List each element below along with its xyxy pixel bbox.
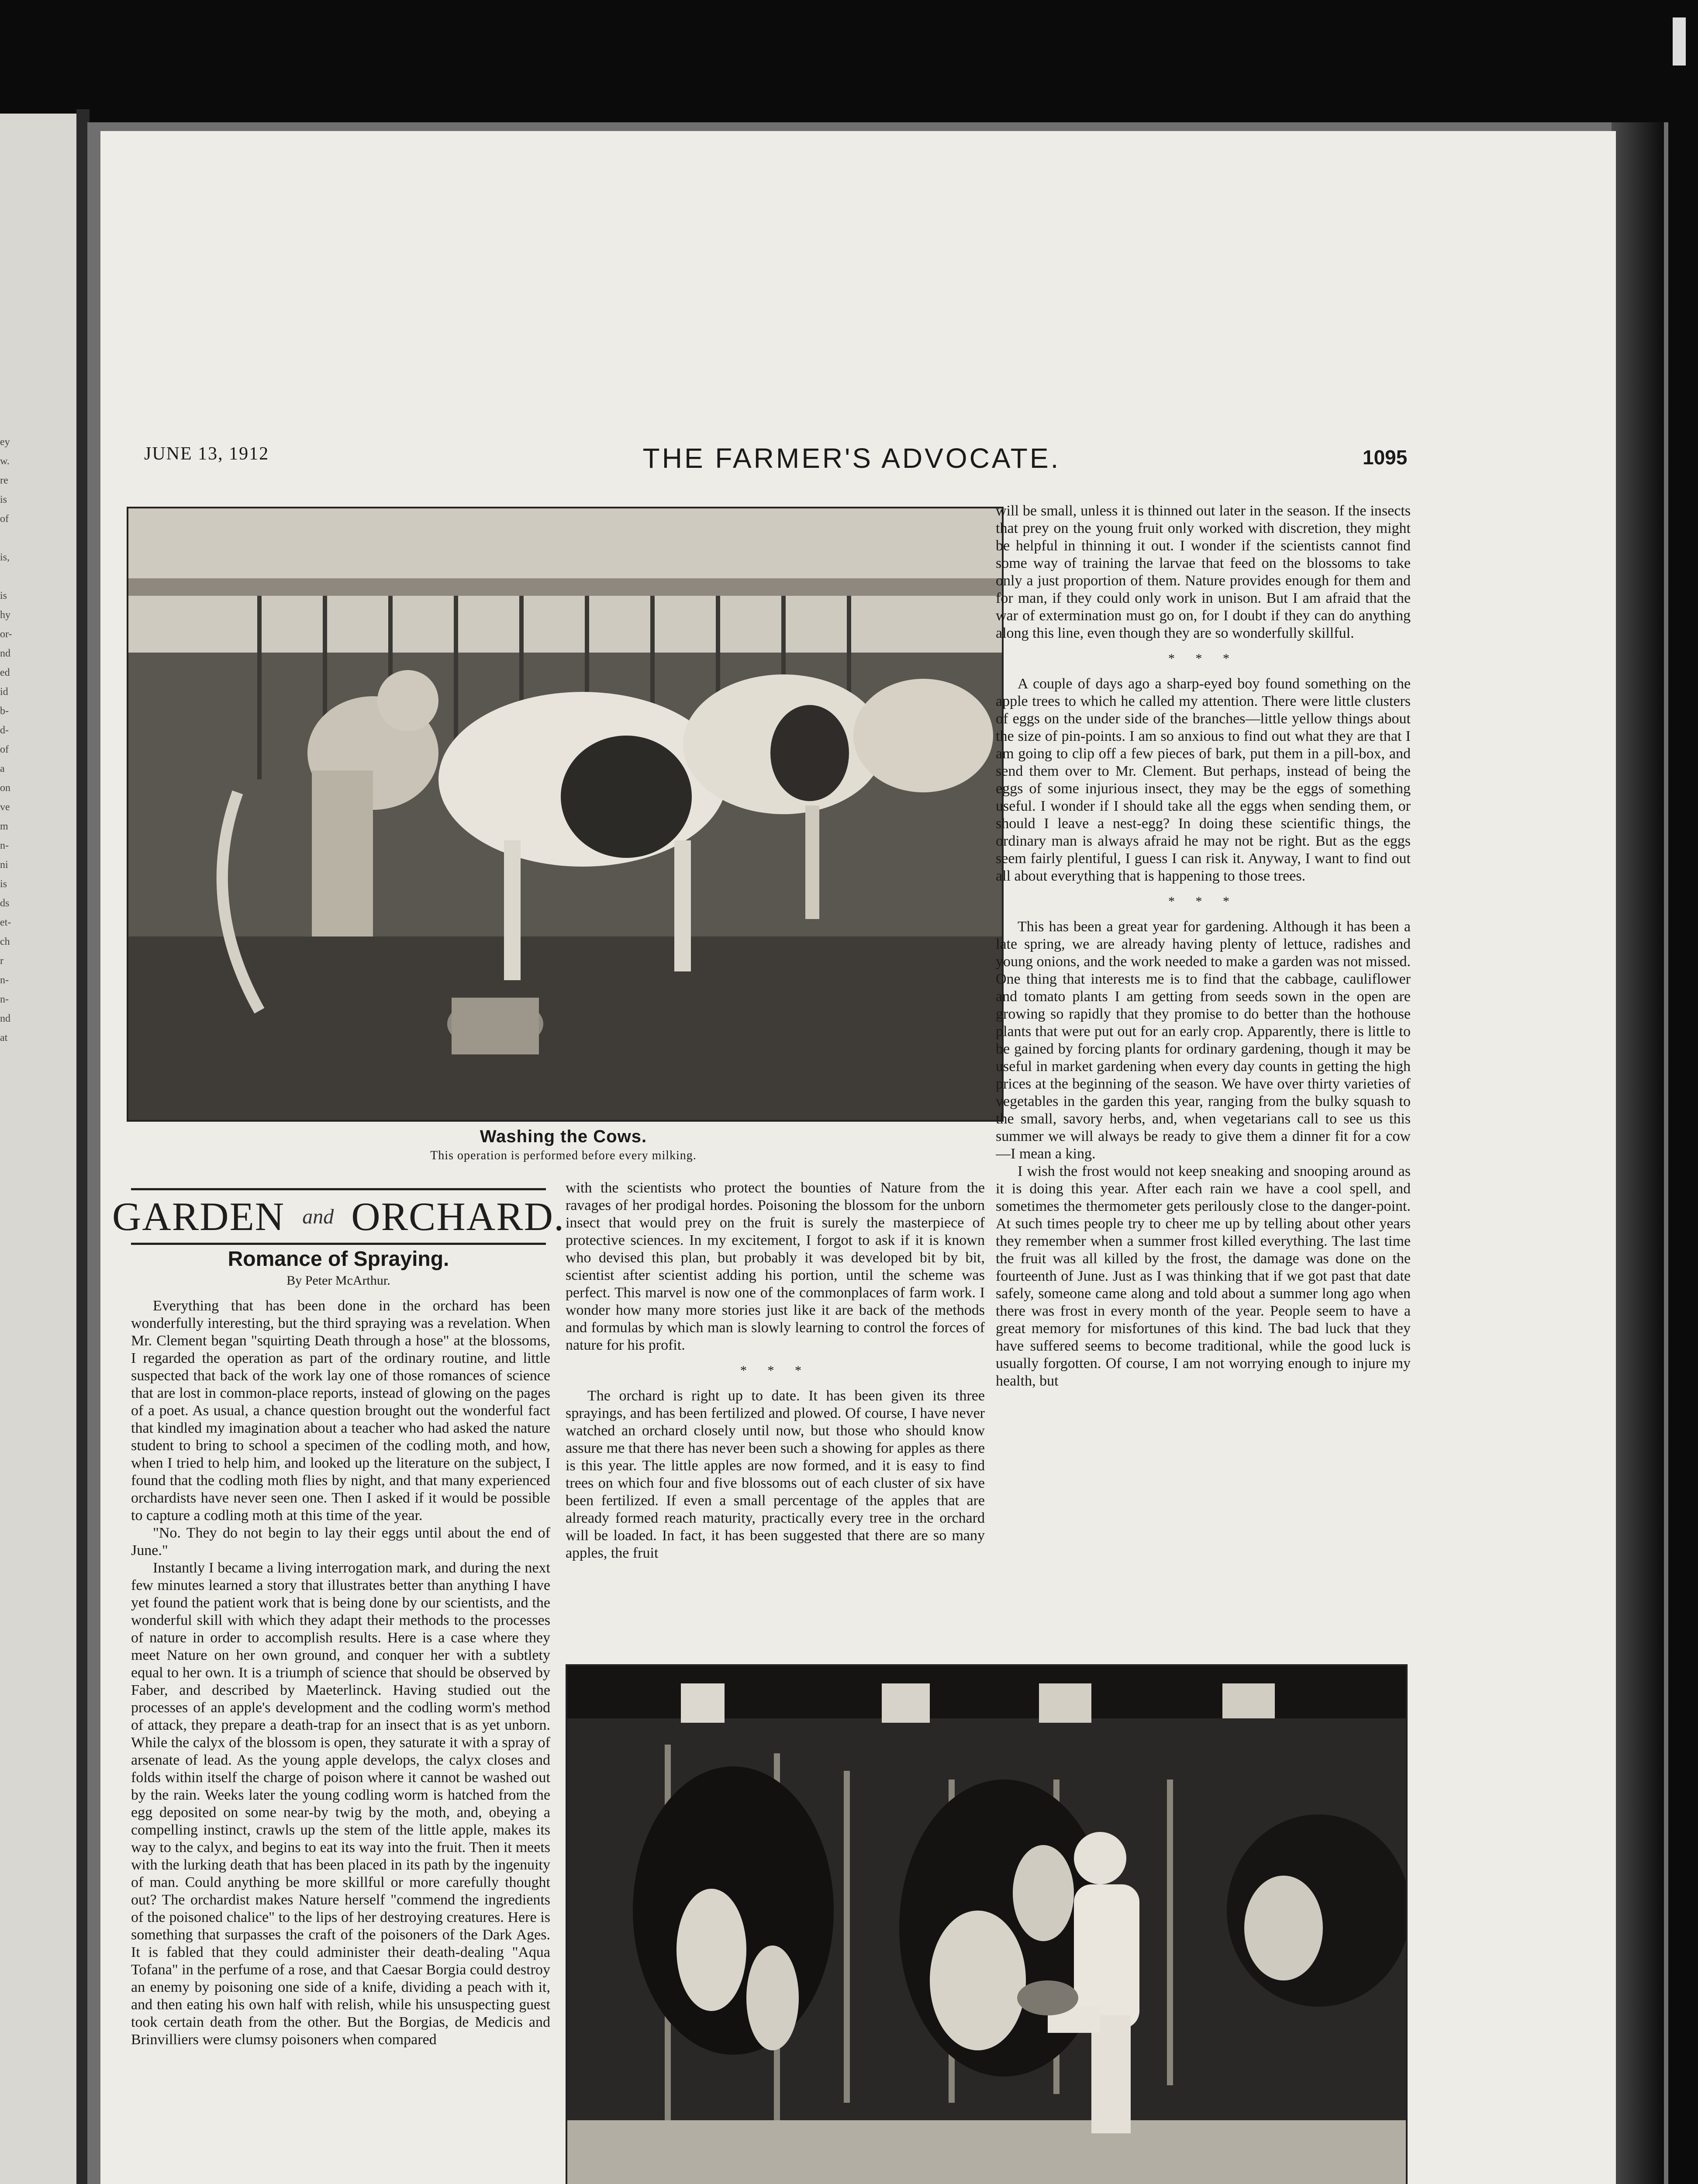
section-heading-left-word: GARDEN <box>112 1194 285 1239</box>
article-column-1 <box>131 1297 550 2184</box>
paragraph: "No. They do not begin to lay their eggs until about the end of June." <box>131 1525 550 1559</box>
section-heading-right-word: ORCHARD. <box>351 1194 565 1239</box>
masthead-title: THE FARMER'S ADVOCATE. <box>642 442 1061 474</box>
previous-page-text-fragments: ey w. re is of is, is hy or- nd ed id b- d- of a on ve m n- ni is ds et- ch r n- n- nd at <box>0 436 12 1044</box>
photo-caption-title: Washing the Cows. <box>480 1127 647 1146</box>
article-column-3 <box>996 502 1411 1664</box>
paragraph: This has been a great year for gardening. Although it has been a late spring, we are already having plenty of lettuce, radishes and young onions, and the work needed to make a garden was not missed. One thing that interests me is to find that the cabbage, cauliflower and tomato plants I am getting from seeds sown in the open are growing so rapidly that they promise to do better than the hothouse plants that were put out for an early crop. Apparently, there is little to be gained by forcing plants for ordinary gardening, though it may be useful in market gardening when every day counts in getting the high prices at the beginning of the season. We have over thirty varieties of vegetables in the garden this year, ranging from the bulky squash to the small, savory herbs, and, when vegetarians call to see us this summer we will always be ready to give them a dinner fit for a cow—I mean a king. <box>996 919 1411 1162</box>
section-separator: * * * <box>1168 894 1238 909</box>
paragraph: Instantly I became a living interrogation mark, and during the next few minutes learned a story that illustrates better than anything I have yet found the patient work that is being done by our scientists, and the wonderful skill with which they adapt their methods to the processes of nature in order to accomplish results. Here is a case where they meet Nature on her own ground, and conquer her with a subtlety equal to her own. It is a triumph of science that should be observed by Faber, and described by Maeterlinck. Having studied out the processes of an apple's development and the codling worm's method of attack, they prepare a death-trap for an insect that is as yet unborn. While the calyx of the blossom is open, they saturate it with a spray of arsenate of lead. As the young apple develops, the calyx closes and folds within itself the charge of poison where it cannot be washed out by the rain. Weeks later the young codling worm is hatched from the egg deposited on some near-by twig by the moth, and, obeying a compelling instinct, crawls up the stem of the little apple, makes its way to the calyx, and begins to eat its way into the fruit. Then it meets with the lurking death that has been placed in its path by the ingenuity of man. Could anything be more skillful or more carefully thought out? The orchardist makes Nature herself "commend the ingredients of the poisoned chalice" to the lips of her destroying creatures. Here is something that surpasses the craft of the poisoners of the Dark Ages. It is fabled that they could administer their death-dealing "Aqua Tofana" in the perfume of a rose, and that Caesar Borgia could destroy an enemy by poisoning one side of a knife, dividing a peach with it, and then eating his own half with relish, while his unsuspecting guest took certain death from the other. But the Borgias, de Medicis and Brinvilliers were clumsy poisoners when compared <box>131 1560 550 2048</box>
paragraph: The orchard is right up to date. It has been given its three sprayings, and has been fertilized and plowed. Of course, I have never watched an orchard closely until now, but those who should know assure me that there has never been such a showing for apples as there is this year. The little apples are now formed, and it is easy to find trees on which four and five blossoms out of each cluster of six have been fertilized. If even a small percentage of the apples that are already formed reach maturity, practically every tree in the orchard will be loaded. In fact, it has been suggested that there are so many apples, the fruit <box>566 1388 985 1561</box>
section-separator: * * * <box>1168 651 1238 666</box>
previous-page-strip <box>0 114 83 2184</box>
article-byline: By Peter McArthur. <box>286 1273 390 1288</box>
paragraph: will be small, unless it is thinned out later in the season. If the insects that prey on the young fruit only worked with discretion, they might be helpful in thinning it out. I wonder if the scientists cannot find some way of training the larvae that feed on the blossoms to take only a just proportion of them. Nature provides enough for them and for man, if they could only work in unison. But I am afraid that the war of extermination must go on, for I doubt if they can do anything along this line, even though they are so wonderfully skillful. <box>996 503 1411 641</box>
paragraph: Everything that has been done in the orchard has been wonderfully interesting, but the third spraying was a revelation. When Mr. Clement began "squirting Death through a hose" at the blossoms, I regarded the operation as part of the ordinary routine, and little suspected that back of the work lay one of those romances of science that are lost in common-place reports, instead of glowing on the pages of a poet. As usual, a chance question brought out the wonderful fact that kindled my imagination about a teacher who had asked the nature student to bring to school a specimen of the codling moth, and how, when I tried to help him, and looked up the literature on the subject, I found that the codling moth flies by night, and that many experienced orchardists have never seen one. Then I asked if it would be possible to capture a codling moth at this time of the year. <box>131 1298 550 1524</box>
ready-to-milk-photo <box>566 1664 1408 2184</box>
paragraph: A couple of days ago a sharp-eyed boy found something on the apple trees to which he called my attention. There were little clusters of eggs on the under side of the branches—little yellow things about the size of pin-points. I am so anxious to find out what they are that I am going to clip off a few pieces of bark, put them in a pill-box, and send them over to Mr. Clement. But perhaps, instead of being the eggs of some injurious insect, they may be the eggs of something useful. I wonder if I should take all the eggs when sending them, or should I leave a nest-egg? In doing these scientific things, the ordinary man is always afraid he may not be right. But as the eggs seem fairly plentiful, I guess I can risk it. Anyway, I want to find out all about everything that is happening to those trees. <box>996 676 1411 884</box>
article-title: Romance of Spraying. <box>228 1248 449 1271</box>
scan-margin-mark <box>1673 17 1686 66</box>
paragraph: with the scientists who protect the bounties of Nature from the ravages of her prodigal hordes. Poisoning the blossom for the unborn insect that would prey on the fruit is surely the masterpiece of protective sciences. In my excitement, I forgot to ask if it is known who devised this plan, but probably it was developed bit by bit, scientist after scientist adding his portion, until the scheme was perfect. This marvel is now one of the commonplaces of farm work. I wonder how many more stories just like it are back of the methods and formulas by which man is slowly learning to control the forces of nature for his profit. <box>566 1180 985 1353</box>
section-heading-garden-orchard <box>112 1188 565 1245</box>
photo-caption-subtitle: This operation is performed before every milking. <box>430 1149 697 1162</box>
page-fold-shadow <box>1612 122 1664 2184</box>
article-column-2 <box>566 1179 985 1651</box>
section-heading-and: and <box>302 1205 334 1228</box>
washing-cows-photo <box>127 507 1004 1122</box>
page-number: 1095 <box>1363 446 1408 469</box>
paragraph: I wish the frost would not keep sneaking and snooping around as it is doing this year. After each rain we have a cool spell, and sometimes the thermometer gets perilously close to the danger-point. At such times people try to cheer me up by telling about other years they remember when a summer frost killed everything. The last time the fruit was all killed by the frost, the damage was done on the fourteenth of June. Just as I was thinking that if we got past that date safely, someone came along and told about a summer long ago when there was frost in every month of the year. People seem to have a great memory for misfortunes of this kind. The bad luck that they have suffered seems to become traditional, while the good luck is usually forgotten. Of course, I am not worrying enough to injure my health, but <box>996 1163 1411 1389</box>
section-separator: * * * <box>740 1363 810 1378</box>
issue-date: JUNE 13, 1912 <box>144 444 269 464</box>
